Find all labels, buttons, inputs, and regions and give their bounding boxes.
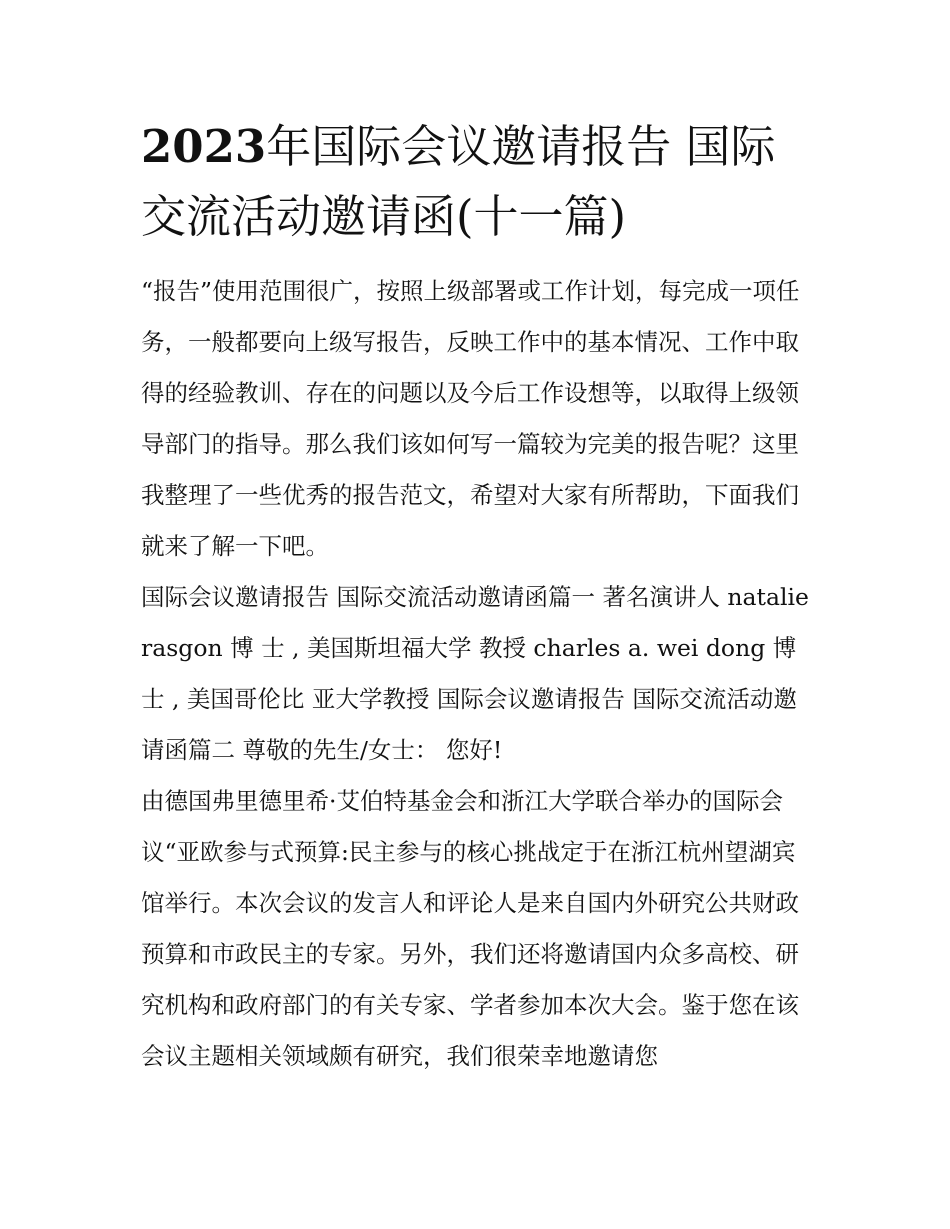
intro-paragraph: “报告”使用范围很广，按照上级部署或工作计划，每完成一项任务，一般都要向上级写报告，反映工作中的基本情况、工作中取得的经验教训、存在的问题以及今后工作设想等，以取得上级领导部门的指导。那么我们该如何写一篇较为完美的报告呢？这里我整理了一些优秀的报告范文，希望对大家有所帮助，下面我们就来了解一下吧。 — [141, 277, 800, 560]
title-year: 2023 — [141, 120, 267, 173]
title-text: 年国际会议邀请报告 国际交流活动邀请函(十一篇) — [141, 120, 776, 243]
document-title — [141, 112, 813, 252]
document-content — [141, 112, 813, 1082]
speakers-paragraph: 国际会议邀请报告 国际交流活动邀请函篇一 著名演讲人 natalie rasgon 博 士 , 美国斯坦福大学 教授 charles a. wei dong 博 士 , 美国哥伦比 亚大学教授 国际会议邀请报告 国际交流活动邀请函篇二 尊敬的先生/女士： 您好! — [141, 583, 809, 764]
invitation-paragraph: 由德国弗里德里希·艾伯特基金会和浙江大学联合举办的国际会议“亚欧参与式预算:民主参与的核心挑战定于在浙江杭州望湖宾馆举行。本次会议的发言人和评论人是来自国内外研究公共财政预算和市政民主的专家。另外，我们还将邀请国内众多高校、研究机构和政府部门的有关专家、学者参加本次大会。鉴于您在该会议主题相关领域颇有研究，我们很荣幸地邀请您 — [141, 787, 799, 1070]
